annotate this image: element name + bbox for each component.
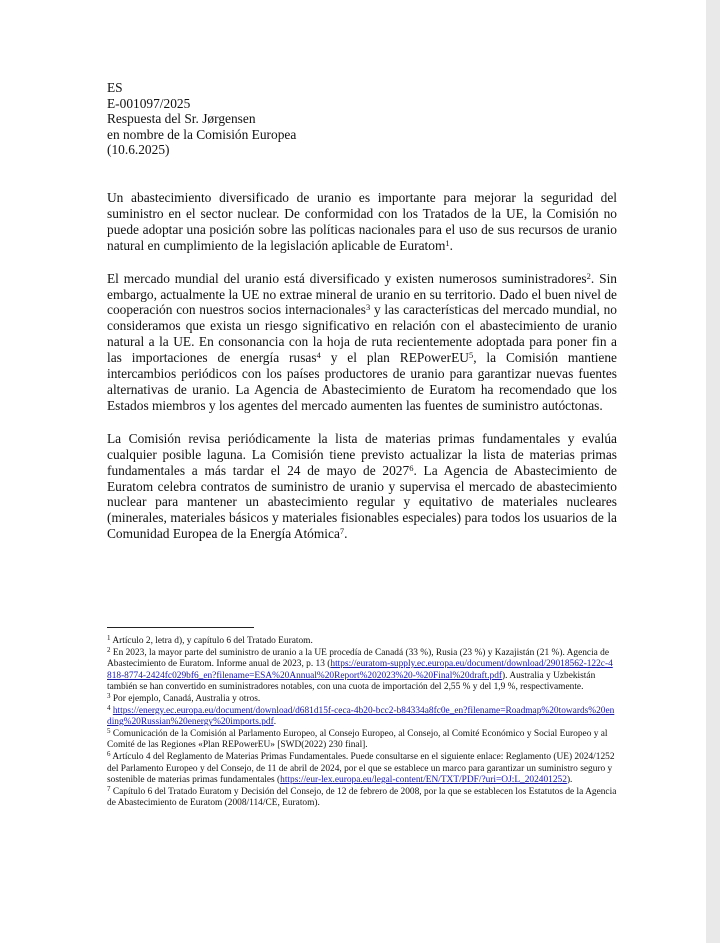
paragraph-text: y las características del mercado mundial, no consideramos que exista un riesgo significativo en relación con el abastecimiento de uranio natural a la UE. En consonancia con la hoja de ruta recientemente adoptada para poner fin a las importaciones de energía rusas bbox=[107, 302, 618, 366]
paragraph-3 bbox=[107, 431, 617, 542]
paragraph-text: . bbox=[344, 526, 348, 542]
footnote-number: 3 bbox=[107, 691, 111, 700]
footnote-ref[interactable]: 6 bbox=[409, 462, 414, 473]
footnote-6 bbox=[107, 749, 617, 787]
paragraph-text: . Sin embargo, actualmente la UE no extrae mineral de uranio en su territorio. Dado el buen nivel de cooperación con nuestros socios internacionales bbox=[107, 270, 618, 318]
answer-date: (10.6.2025) bbox=[107, 142, 170, 158]
question-reference: E-001097/2025 bbox=[107, 95, 191, 111]
footnote-text: En 2023, la mayor parte del suministro de uranio a la UE procedía de Canadá (33 %), Rusia (23 %) y Kazajistán (21 %). Agencia de Abastecimiento de Euratom. Informe anual de 2023, p. 13 ( bbox=[107, 647, 610, 670]
footnotes bbox=[107, 636, 617, 810]
footnote-ref[interactable]: 4 bbox=[316, 350, 321, 361]
paragraph-2 bbox=[107, 271, 617, 414]
footnote-5 bbox=[107, 726, 617, 752]
paragraph-text: El mercado mundial del uranio está diversificado y existen numerosos suministradores bbox=[107, 270, 587, 286]
footnote-text: Artículo 2, letra d), y capítulo 6 del Tratado Euratom. bbox=[110, 636, 313, 646]
viewer-edge bbox=[706, 0, 720, 943]
footnote-number: 2 bbox=[107, 645, 111, 654]
paragraph-text: , la Comisión mantiene intercambios periódicos con los países productores de uranio para garantizar nuevas fuentes alternativas de uranio. La Agencia de Abastecimiento de Euratom ha recomendado que los Estados miembros y los agentes del mercado aumenten las fuentes de suministro autóctonas. bbox=[107, 350, 617, 413]
footnote-number: 4 bbox=[107, 703, 111, 712]
footnote-text: . bbox=[273, 717, 277, 728]
footnote-number: 1 bbox=[107, 634, 111, 642]
footnote-separator bbox=[107, 627, 254, 628]
footnote-text: Comunicación de la Comisión al Parlamento Europeo, al Consejo Europeo, al Consejo, al Comité Económico y Social Europeo y al Comité de las Regiones «Plan REPowerEU» [SWD(2022) 230 final]. bbox=[107, 728, 608, 751]
language-code: ES bbox=[107, 80, 123, 95]
footnote-ref[interactable]: 1 bbox=[445, 237, 450, 248]
footnote-text: Artículo 4 del Reglamento de Materias Primas Fundamentales. Puede consultarse en el siguiente enlace: Reglamento (UE) 2024/1252 del Parlamento Europeo y del Consejo, de 11 de abril de 2024, por el que se establece un marco para garantizar un suministro seguro y sostenible de materias primas fundamentales ( bbox=[107, 751, 615, 786]
paragraph-text: Un abastecimiento diversificado de uranio es importante para mejorar la seguridad del suministro en el sector nuclear. De conformidad con los Tratados de la UE, la Comisión no puede adoptar una posición sobre las políticas nacionales para el uso de sus recursos de uranio natural en cumplimiento de la legislación aplicable de Euratom bbox=[107, 190, 617, 253]
footnote-1 bbox=[107, 636, 617, 648]
paragraph-text: La Comisión revisa periódicamente la lista de materias primas fundamentales y evalúa cualquier posible laguna. La Comisión tiene previsto actualizar la lista de materias primas fundamentales a más tardar el 24 de mayo de 2027 bbox=[107, 430, 617, 478]
paragraph-text: . La Agencia de Abastecimiento de Euratom celebra contratos de suministro de uranio y supervisa el mercado de abastecimiento nuclear para mantener un abastecimiento regular y equitativo de materiales nucleares (minerales, materiales básicos y materiales fisionables especiales) para todos los usuarios de la Comunidad Europea de la Energía Atómica bbox=[107, 462, 617, 542]
paragraph-text: y el plan REPowerEU bbox=[320, 350, 469, 366]
document-header bbox=[107, 80, 296, 158]
footnote-ref[interactable]: 3 bbox=[365, 302, 371, 313]
paragraph-1 bbox=[107, 190, 617, 254]
footnote-number: 6 bbox=[107, 749, 111, 758]
footnote-text: ). Australia y Uzbekistán también se han convertido en suministradores notables, con una cuota de importación del 2,55 % y del 1,9 %, respectivamente. bbox=[107, 670, 596, 693]
footnote-ref[interactable]: 7 bbox=[339, 526, 345, 537]
answer-body bbox=[107, 190, 617, 542]
answer-author: Respuesta del Sr. Jørgensen bbox=[107, 111, 256, 127]
footnote-link[interactable]: https://energy.ec.europa.eu/document/download/d681d15f-ceca-4b20-bcc2-b84334a8fc0e_en?filename=Roadmap%20towards%20ending%20Russian%20energy%20imports.pdf bbox=[107, 705, 615, 728]
on-behalf-of: en nombre de la Comisión Europea bbox=[107, 126, 297, 142]
footnote-number: 5 bbox=[107, 726, 111, 735]
footnote-text: Capítulo 6 del Tratado Euratom y Decisión del Consejo, de 12 de febrero de 2008, por la que se establecen los Estatutos de la Agencia de Abastecimiento de Euratom (2008/114/CE, Euratom). bbox=[107, 786, 617, 809]
footnote-link[interactable]: https://eur-lex.europa.eu/legal-content/EN/TXT/PDF/?uri=OJ:L_202401252 bbox=[280, 775, 567, 786]
footnote-ref[interactable]: 2 bbox=[586, 270, 591, 281]
paragraph-text: . bbox=[449, 237, 453, 253]
footnote-text: ). bbox=[566, 775, 573, 786]
footnote-number: 7 bbox=[107, 784, 111, 793]
footnote-2 bbox=[107, 645, 617, 694]
footnote-3 bbox=[107, 691, 617, 706]
footnote-text: Por ejemplo, Canadá, Australia y otros. bbox=[110, 693, 261, 704]
footnote-4 bbox=[107, 703, 617, 729]
footnote-7 bbox=[107, 784, 617, 810]
footnote-ref[interactable]: 5 bbox=[468, 350, 474, 361]
footnote-link[interactable]: https://euratom-supply.ec.europa.eu/document/download/29018562-122c-4818-8774-2424fc029bf6_en?filename=ESA%20Annual%20Report%202023%20-%20Final%20draft.pdf bbox=[107, 659, 613, 681]
